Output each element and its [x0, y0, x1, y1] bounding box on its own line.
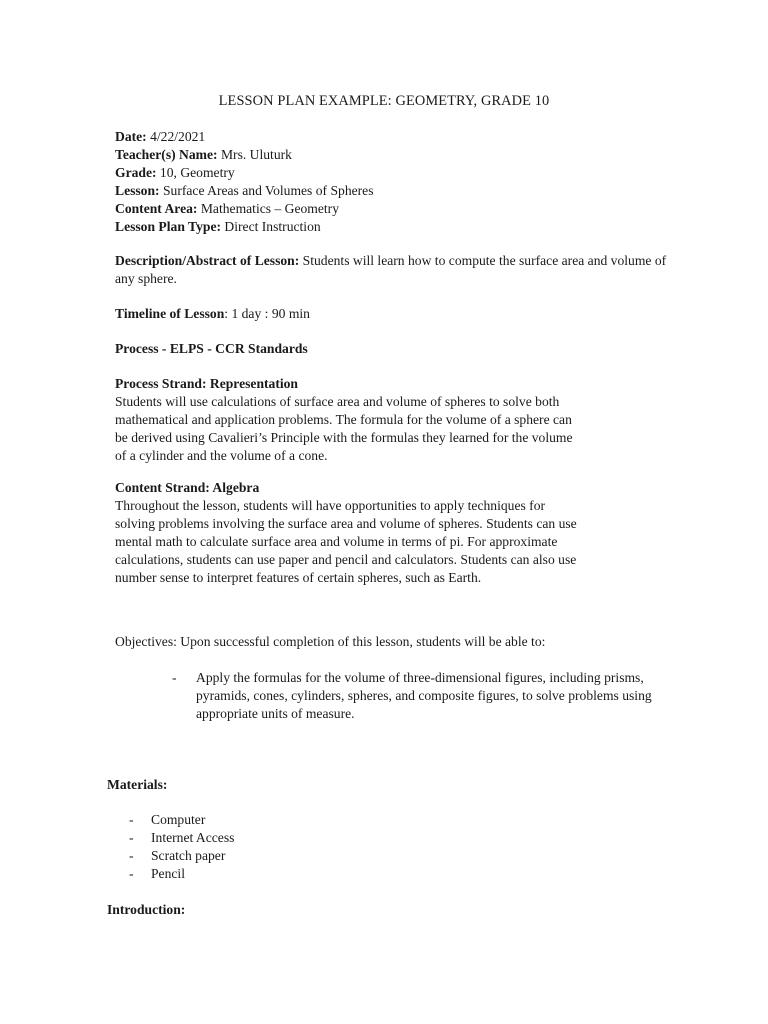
meta-label: Lesson:	[115, 183, 160, 198]
timeline-label: Timeline of Lesson	[115, 306, 225, 321]
meta-label: Content Area:	[115, 201, 198, 216]
bullet-dash: -	[129, 866, 134, 881]
meta-date	[115, 128, 374, 146]
meta-lesson	[115, 182, 374, 200]
meta-label: Lesson Plan Type:	[115, 219, 222, 234]
content-strand-heading-text: Content Strand: Algebra	[115, 480, 260, 495]
bullet-dash: -	[172, 670, 177, 685]
meta-teacher	[115, 146, 374, 164]
material-item	[129, 811, 234, 829]
meta-value: Mathematics – Geometry	[197, 201, 339, 216]
description-label: Description/Abstract of Lesson:	[115, 253, 300, 268]
process-strand-text: Students will use calculations of surface area and volume of spheres to solve both mathematical and application problems. The formula for the volume of a sphere can be derived using Cavalieri’s Principle with the formulas they learned for the volume of a cylinder and the volume of a cone.	[115, 394, 573, 463]
content-strand-text: Throughout the lesson, students will have opportunities to apply techniques for solving problems involving the surface area and volume of spheres. Students can use mental math to calculate surface area and volume in terms of pi. For approximate calculations, students can use paper and pencil and calculators. Students can also use number sense to interpret features of certain spheres, such as Earth.	[115, 498, 577, 585]
objective-text: Apply the formulas for the volume of three-dimensional figures, including prisms, pyramids, cones, cylinders, spheres, and composite figures, to solve problems using appropriate units of measure.	[196, 670, 652, 721]
content-strand-heading	[115, 479, 585, 497]
material-text: Internet Access	[151, 830, 235, 845]
materials-heading-text: Materials:	[107, 777, 168, 792]
meta-value: 10, Geometry	[156, 165, 235, 180]
meta-grade	[115, 164, 374, 182]
introduction-heading-text: Introduction:	[107, 902, 186, 917]
objectives-intro: Objectives: Upon successful completion of this lesson, students will be able to:	[115, 634, 546, 649]
lesson-meta	[115, 128, 374, 236]
material-text: Scratch paper	[151, 848, 226, 863]
material-item	[129, 865, 234, 883]
meta-value: Mrs. Uluturk	[217, 147, 292, 162]
description-paragraph	[115, 252, 675, 288]
meta-content-area	[115, 200, 374, 218]
material-text: Computer	[151, 812, 206, 827]
meta-value: Direct Instruction	[221, 219, 321, 234]
meta-value: Surface Areas and Volumes of Spheres	[159, 183, 374, 198]
bullet-dash: -	[129, 830, 134, 845]
description-text: Students will learn how to compute the surface area and volume of any sphere.	[115, 253, 667, 286]
materials-list	[129, 811, 234, 883]
timeline-line	[115, 305, 310, 323]
process-strand-heading-text: Process Strand: Representation	[115, 376, 298, 391]
meta-plan-type	[115, 218, 374, 236]
bullet-dash: -	[129, 812, 134, 827]
meta-value: 4/22/2021	[146, 129, 206, 144]
process-heading	[115, 340, 308, 358]
objectives-list	[172, 669, 652, 723]
process-strand-heading	[115, 375, 585, 393]
objective-item	[172, 669, 652, 723]
material-item	[129, 829, 234, 847]
meta-label: Grade:	[115, 165, 157, 180]
document-title: LESSON PLAN EXAMPLE: GEOMETRY, GRADE 10	[218, 93, 550, 109]
material-item	[129, 847, 234, 865]
introduction-heading	[107, 901, 185, 919]
material-text: Pencil	[151, 866, 185, 881]
process-heading-text: Process - ELPS - CCR Standards	[115, 341, 308, 356]
meta-label: Teacher(s) Name:	[115, 147, 218, 162]
bullet-dash: -	[129, 848, 134, 863]
materials-heading	[107, 776, 167, 794]
meta-label: Date:	[115, 129, 147, 144]
content-strand-section	[115, 479, 585, 587]
process-strand-section	[115, 375, 585, 465]
timeline-text: : 1 day : 90 min	[224, 306, 310, 321]
